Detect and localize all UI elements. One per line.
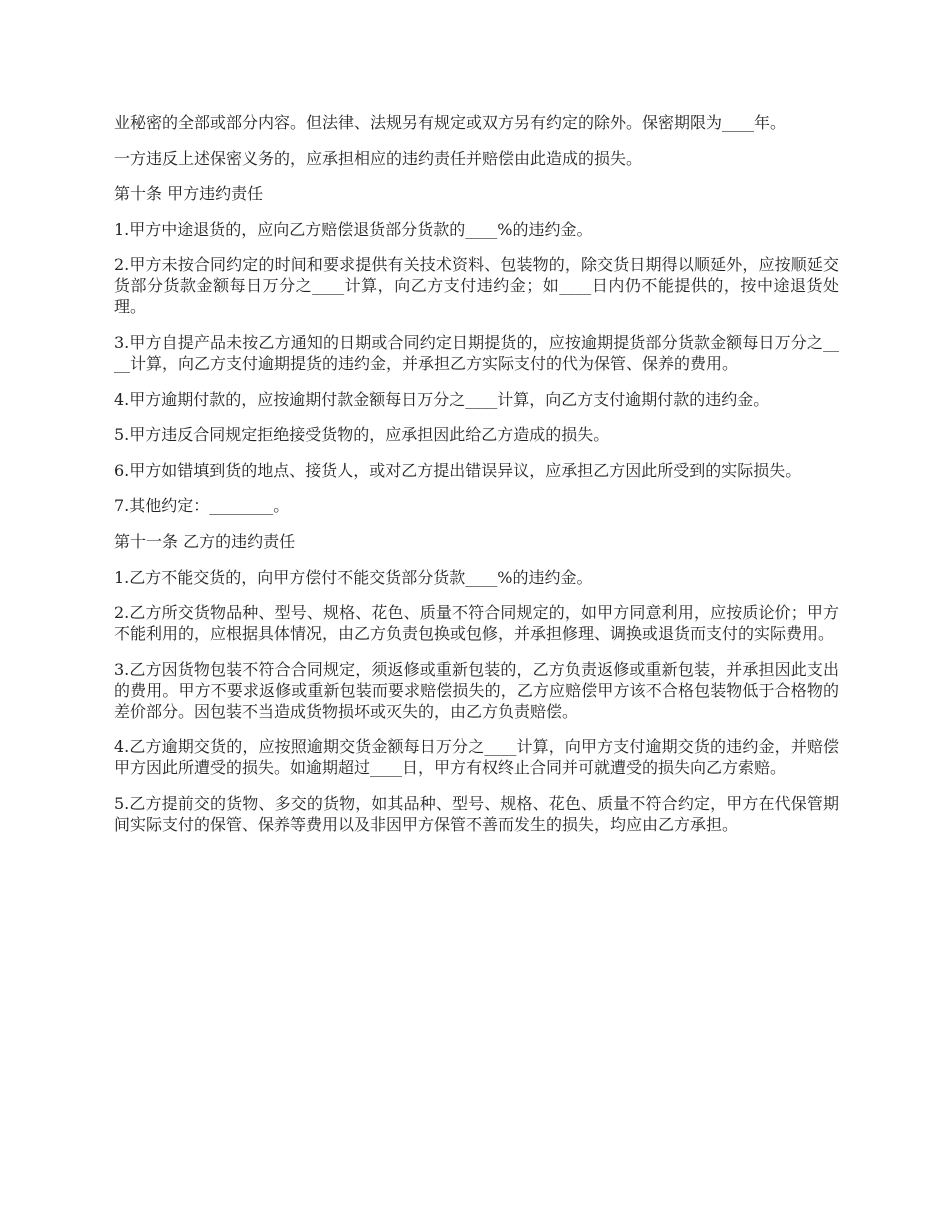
article-10-clause-2: 2.甲方未按合同约定的时间和要求提供有关技术资料、包装物的，除交货日期得以顺延外，应按顺延交货部分货款金额每日万分之____计算，向乙方支付违约金；如____日内仍不能提供的，按中途退货处理。: [114, 255, 839, 317]
article-10-clause-7: 7.其他约定：________。: [114, 496, 290, 516]
document-page: [114, 112, 839, 850]
article-11-clause-5: 5.乙方提前交的货物、多交的货物，如其品种、型号、规格、花色、质量不符合约定，甲方在代保管期间实际支付的保管、保养等费用以及非因甲方保管不善而发生的损失，均应由乙方承担。: [114, 793, 839, 834]
article-10-clause-6: 6.甲方如错填到货的地点、接货人，或对乙方提出错误异议，应承担乙方因此所受到的实际损失。: [114, 460, 802, 480]
paragraph-confidentiality-term: 业秘密的全部或部分内容。但法律、法规另有规定或双方另有约定的除外。保密期限为____年。: [114, 113, 787, 132]
article-11-clause-1: 1.乙方不能交货的，向甲方偿付不能交货部分货款____%的违约金。: [114, 567, 593, 587]
article-10-clause-5: 5.甲方违反合同规定拒绝接受货物的，应承担因此给乙方造成的损失。: [114, 425, 610, 445]
article-10-clause-4: 4.甲方逾期付款的，应按逾期付款金额每日万分之____计算，向乙方支付逾期付款的违约金。: [114, 389, 770, 409]
article-10-clause-3: 3.甲方自提产品未按乙方通知的日期或合同约定日期提货的，应按逾期提货部分货款金额每日万分之____计算，向乙方支付逾期提货的违约金，并承担乙方实际支付的代为保管、保养的费用。: [114, 332, 839, 373]
article-11-clause-2: 2.乙方所交货物品种、型号、规格、花色、质量不符合同规定的，如甲方同意利用，应按质论价；甲方不能利用的，应根据具体情况，由乙方负责包换或包修，并承担修理、调换或退货而支付的实际费用。: [114, 603, 839, 644]
article-10-heading: 第十条 甲方违约责任: [114, 184, 264, 204]
article-11-clause-4: 4.乙方逾期交货的，应按照逾期交货金额每日万分之____计算，向甲方支付逾期交货的违约金，并赔偿甲方因此所遭受的损失。如逾期超过____日，甲方有权终止合同并可就遭受的损失向乙方索赔。: [114, 737, 839, 778]
paragraph-confidentiality-breach: 一方违反上述保密义务的，应承担相应的违约责任并赔偿由此造成的损失。: [114, 148, 643, 168]
article-11-clause-3: 3.乙方因货物包装不符合合同规定，须返修或重新包装的，乙方负责返修或重新包装，并承担因此支出的费用。甲方不要求返修或重新包装而要求赔偿损失的，乙方应赔偿甲方该不合格包装物低于合格物的差价部分。因包装不当造成货物损坏或灭失的，由乙方负责赔偿。: [114, 659, 839, 721]
article-10-clause-1: 1.甲方中途退货的，应向乙方赔偿退货部分货款的____%的违约金。: [114, 219, 593, 239]
article-11-heading: 第十一条 乙方的违约责任: [114, 531, 296, 551]
